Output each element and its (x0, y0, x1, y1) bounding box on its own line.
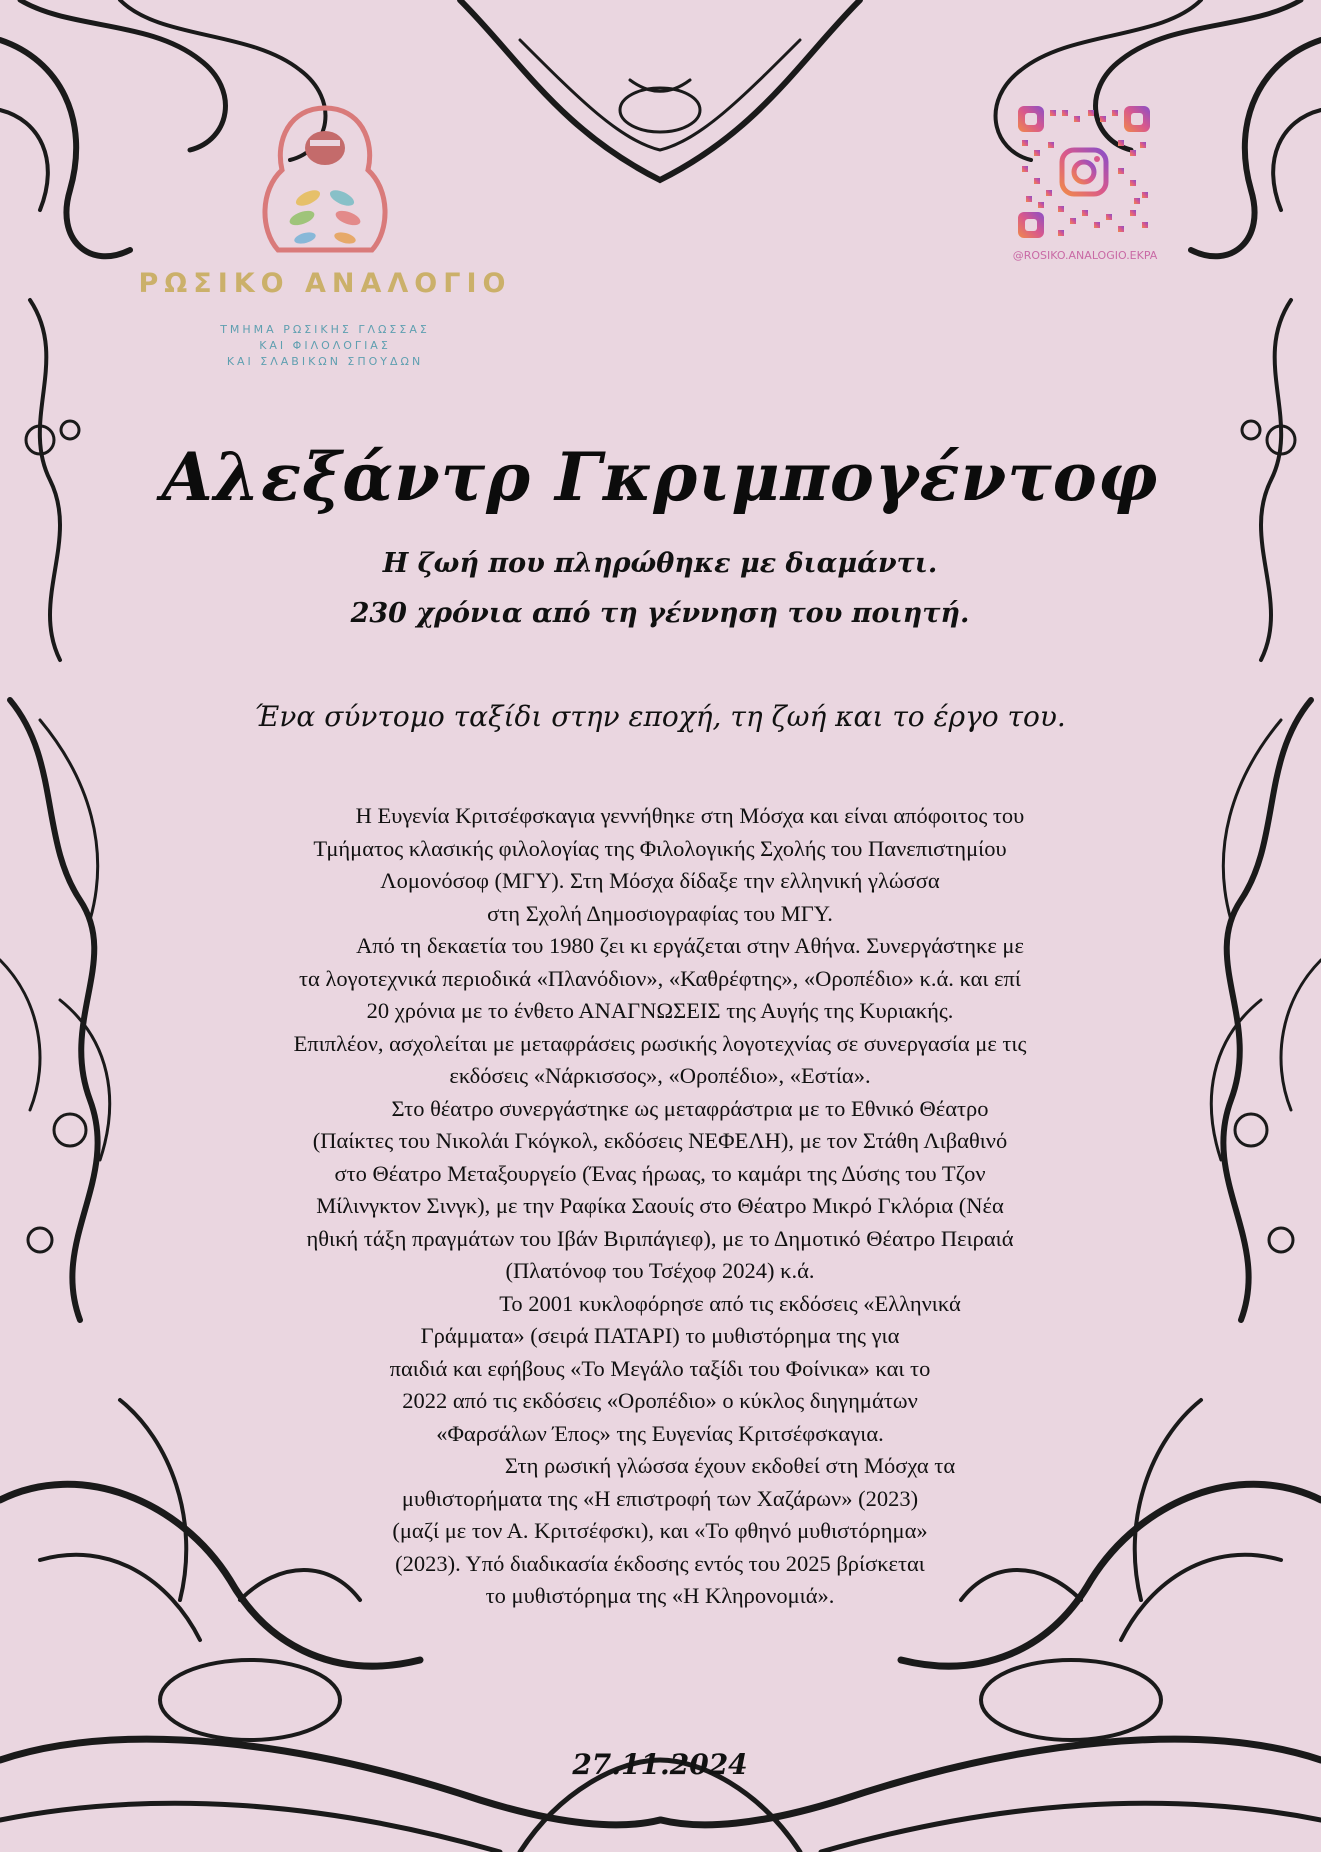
body-line: Στο θέατρο συνεργάστηκε ως μεταφράστρια με το Εθνικό Θέατρο (391, 1095, 989, 1121)
logo-subtitle-line: ΚΑΙ ΣΛΑΒΙΚΩΝ ΣΠΟΥΔΩΝ (226, 355, 424, 368)
body-line: μυθιστορήματα της «Η επιστροφή των Χαζάρων» (2023) (401, 1485, 919, 1511)
body-line: (μαζί με τον Α. Κριτσέφσκι), και «Το φθηνό μυθιστόρημα» (392, 1518, 928, 1543)
body-line: εκδόσεις «Νάρκισσος», «Οροπέδιο», «Εστία». (449, 1063, 871, 1088)
logo-subtitle-line: ΚΑΙ ΦΙΛΟΛΟΓΙΑΣ (259, 339, 391, 352)
matryoshka-icon (110, 100, 540, 260)
body-line: Μίλινγκτον Σινγκ), με την Ραφίκα Σαουίς στο Θέατρο Μικρό Γκλόρια (Νέα (316, 1193, 1004, 1218)
logo-subtitle-line: ΤΜΗΜΑ ΡΩΣΙΚΗΣ ΓΛΩΣΣΑΣ (220, 323, 430, 336)
body-line: στο Θέατρο Μεταξουργείο (Ένας ήρωας, το καμάρι της Δύσης του Τζον (334, 1160, 986, 1186)
body-line: ηθική τάξη πραγμάτων του Ιβάν Βιριπάγιεφ), με το Δημοτικό Θέατρο Πειραιά (306, 1225, 1014, 1251)
body-line: Το 2001 κυκλοφόρησε από τις εκδόσεις «Ελληνικά (499, 1290, 961, 1316)
body-line: στη Σχολή Δημοσιογραφίας του ΜΓΥ. (487, 900, 833, 926)
subtitle-1: Η ζωή που πληρώθηκε με διαμάντι. (382, 548, 938, 579)
body-line: Γράμματα» (σειρά ΠΑΤΑΡΙ) το μυθιστόρημα της για (420, 1323, 900, 1348)
body-line: Η Ευγενία Κριτσέφσκαγια γεννήθηκε στη Μόσχα και είναι απόφοιτος του (355, 803, 1025, 828)
instagram-handle: @ROSIKO.ANALOGIO.EKPA (1012, 249, 1158, 262)
body-line: παιδιά και εφήβους «Το Μεγάλο ταξίδι του Φοίνικα» και το (389, 1355, 931, 1381)
subtitle-2: 230 χρόνια από τη γέννηση του ποιητή. (350, 598, 970, 629)
biography-text (150, 800, 1170, 1613)
logo (110, 100, 540, 368)
event-date: 27.11.2024 (572, 1748, 748, 1781)
body-line: Λομονόσοφ (ΜΓΥ). Στη Μόσχα δίδαξε την ελληνική γλώσσα (380, 868, 940, 893)
body-line: Επιπλέον, ασχολείται με μεταφράσεις ρωσικής λογοτεχνίας σε συνεργασία με τις (293, 1030, 1027, 1056)
body-line: «Φαρσάλων Έπος» της Ευγενίας Κριτσέφσκαγια. (436, 1420, 884, 1446)
instagram-qr-code[interactable] (1018, 106, 1150, 238)
body-line: τα λογοτεχνικά περιοδικά «Πλανόδιον», «Καθρέφτης», «Οροπέδιο» κ.ά. και επί (299, 965, 1021, 991)
body-line: (Παίκτες του Νικολάι Γκόγκολ, εκδόσεις ΝΕΦΕΛΗ), με τον Στάθη Λιβαθινό (312, 1128, 1008, 1153)
body-line: το μυθιστόρημα της «Η Κληρονομιά». (485, 1583, 835, 1608)
body-line: Από τη δεκαετία του 1980 ζει κι εργάζεται στην Αθήνα. Συνεργάστηκε με (356, 933, 1024, 958)
body-line: (Πλατόνοφ του Τσέχοφ 2024) κ.ά. (505, 1258, 815, 1283)
logo-subtitle (110, 322, 540, 370)
body-line: Στη ρωσική γλώσσα έχουν εκδοθεί στη Μόσχα τα (504, 1453, 956, 1478)
body-line: Τμήματος κλασικής φιλολογίας της Φιλολογικής Σχολής του Πανεπιστημίου (313, 835, 1007, 861)
body-line: 20 χρόνια με το ένθετο ΑΝΑΓΝΩΣΕΙΣ της Αυγής της Κυριακής. (366, 998, 954, 1023)
body-line: (2023). Υπό διαδικασία έκδοσης εντός του 2025 βρίσκεται (395, 1550, 925, 1576)
page-title: Αλεξάντρ Γκριμπογέντοφ (161, 438, 1159, 516)
subtitle-3: Ένα σύντομο ταξίδι στην εποχή, τη ζωή και το έργο του. (254, 700, 1066, 733)
body-line: 2022 από τις εκδόσεις «Οροπέδιο» ο κύκλος διηγημάτων (402, 1388, 918, 1413)
logo-name: ΡΩΣΙΚΟ ΑΝΑΛΟΓΙΟ (138, 268, 512, 299)
